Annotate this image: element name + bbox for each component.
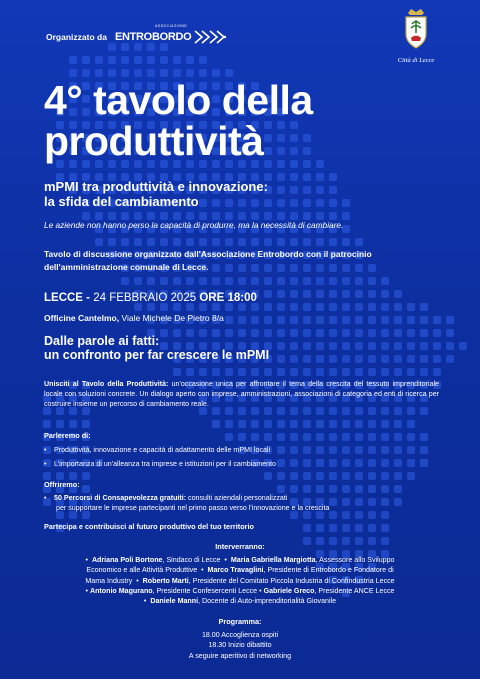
offer-item-text: consulti aziendali personalizzati bbox=[188, 494, 288, 502]
section-heading-line-1: Dalle parole ai fatti: bbox=[44, 334, 160, 348]
section-body-text: un'occasione unica per affrontare il tema della crescita del tessuto imprenditoriale locale con soluzioni concrete. Un dialogo aperto con imprese, amministrazioni, associazioni di categoria ed enti di ricerca per costruire insieme un percorso di cambiamento reale. bbox=[44, 380, 439, 408]
city-name: Città di Lecce bbox=[397, 57, 435, 64]
section-heading bbox=[44, 334, 269, 362]
speaker-role: Economico e alle Attività Produttive bbox=[86, 566, 198, 575]
event-title: 4° tavolo della produttività bbox=[44, 77, 313, 164]
intro-text: Tavolo di discussione organizzato dall'Associazione Entrobordo con il patrocinio dell'amministrazione comunale di Lecce. bbox=[44, 249, 372, 272]
speakers-heading: Interverranno: bbox=[215, 542, 265, 551]
event-time: ORE 18:00 bbox=[199, 292, 257, 304]
speaker-name: Daniele Manni bbox=[150, 597, 199, 606]
topic-item: • Produttività, innovazione e capacità di adattamento delle mPMI locali bbox=[44, 446, 271, 454]
program-item: 18.30 Inizio dibattito bbox=[208, 641, 272, 650]
venue-address: Viale Michele De Pietro 8/a bbox=[121, 313, 224, 323]
entrobordo-logo-small-text: ASSOCIAZIONE bbox=[154, 24, 188, 28]
call-to-action: Partecipa e contribuisci al futuro produttivo del tuo territorio bbox=[44, 522, 255, 531]
city-crest bbox=[396, 8, 436, 64]
speaker-role: , Docente di Auto-imprenditorialità Giovanile bbox=[198, 597, 337, 606]
offer-item-lead: 50 Percorsi di Consapevolezza gratuiti: bbox=[54, 494, 187, 502]
speaker-role: , Sindaco di Lecce bbox=[162, 556, 221, 565]
program-heading: Programma: bbox=[218, 617, 262, 626]
event-date-time bbox=[44, 292, 257, 304]
organized-by-label: Organizzato da bbox=[46, 32, 107, 42]
speaker-name: Adriana Poli Bortone bbox=[91, 556, 163, 565]
offer-heading: Offriremo: bbox=[44, 480, 80, 489]
speaker-name: Gabriele Greco bbox=[263, 586, 315, 595]
speakers-line-3: Mama Industry • Roberto Marti, Presidente del Comitato Piccola Industria di Confindustria Lecce bbox=[85, 576, 395, 585]
speakers-line-4: • Antonio Magurano, Presidente Confesercenti Lecce • Gabriele Greco, Presidente ANCE Lecce bbox=[85, 586, 395, 595]
event-city: LECCE - bbox=[44, 292, 90, 304]
speaker-name: Maria Gabriella Margiotta bbox=[230, 556, 316, 565]
topic-item-text: Produttività, innovazione e capacità di adattamento delle mPMI locali bbox=[54, 446, 271, 454]
speaker-role: , Presidente ANCE Lecce bbox=[314, 586, 395, 595]
entrobordo-logo-icon bbox=[194, 30, 226, 44]
offer-item: • 50 Percorsi di Consapevolezza gratuiti: consulti aziendali personalizzati bbox=[44, 494, 288, 502]
speaker-name: Antonio Magurano bbox=[89, 586, 153, 595]
program-item: A seguire aperitivo di networking bbox=[188, 651, 292, 660]
topic-item-text: L'importanza di un'alleanza tra imprese e istituzioni per il cambiamento bbox=[54, 460, 276, 468]
speaker-role: , Assessore allo Sviluppo bbox=[315, 556, 395, 565]
tagline: Le aziende non hanno perso la capacità di produrre, ma la necessità di cambiare. bbox=[44, 220, 344, 230]
offer-item-line-2: per supportare le imprese partecipanti nel primo passo verso l'innovazione e la crescita bbox=[56, 504, 330, 512]
entrobordo-logo-text: ENTROBORDO bbox=[114, 31, 192, 43]
topics-heading: Parleremo di: bbox=[44, 431, 91, 440]
speakers bbox=[40, 542, 440, 606]
section-body-lead: Unisciti al Tavolo della Produttività: bbox=[44, 380, 169, 388]
program bbox=[40, 617, 440, 661]
topic-item: • L'importanza di un'alleanza tra imprese e istituzioni per il cambiamento bbox=[44, 460, 276, 468]
entrobordo-logo bbox=[114, 24, 226, 44]
subtitle-line-2: la sfida del cambiamento bbox=[44, 194, 199, 209]
speakers-line-5: • Daniele Manni, Docente di Auto-imprenditorialità Giovanile bbox=[143, 597, 337, 606]
speakers-line-1: • Adriana Poli Bortone, Sindaco di Lecce • Maria Gabriella Margiotta, Assessore allo Sviluppo bbox=[85, 556, 395, 565]
event-date: 24 FEBBRAIO 2025 bbox=[93, 292, 197, 304]
venue-name: Officine Cantelmo, bbox=[44, 313, 120, 323]
speaker-role: , Presidente Confesercenti Lecce bbox=[152, 586, 258, 595]
organizer-bar bbox=[46, 24, 226, 44]
speaker-name: Roberto Marti bbox=[142, 576, 189, 585]
subtitle-line-1: mPMI tra produttività e innovazione: bbox=[44, 179, 268, 194]
event-venue bbox=[44, 313, 224, 323]
section-body bbox=[44, 379, 439, 409]
coat-of-arms-icon bbox=[403, 8, 429, 50]
program-item: 18.00 Accoglienza ospiti bbox=[201, 631, 279, 640]
speaker-name: Marco Travaglini bbox=[207, 566, 264, 575]
event-subtitle bbox=[44, 179, 268, 209]
section-heading-line-2: un confronto per far crescere le mPMI bbox=[44, 348, 270, 362]
speakers-line-2: Economico e alle Attività Produttive • Marco Travaglini, Presidente di Entrobordo e Fondatore di bbox=[86, 566, 394, 575]
speaker-role: , Presidente del Comitato Piccola Industria di Confindustria Lecce bbox=[188, 576, 395, 585]
speaker-role: , Presidente di Entrobordo e Fondatore di bbox=[263, 566, 394, 575]
speaker-role: Mama Industry bbox=[85, 576, 133, 585]
